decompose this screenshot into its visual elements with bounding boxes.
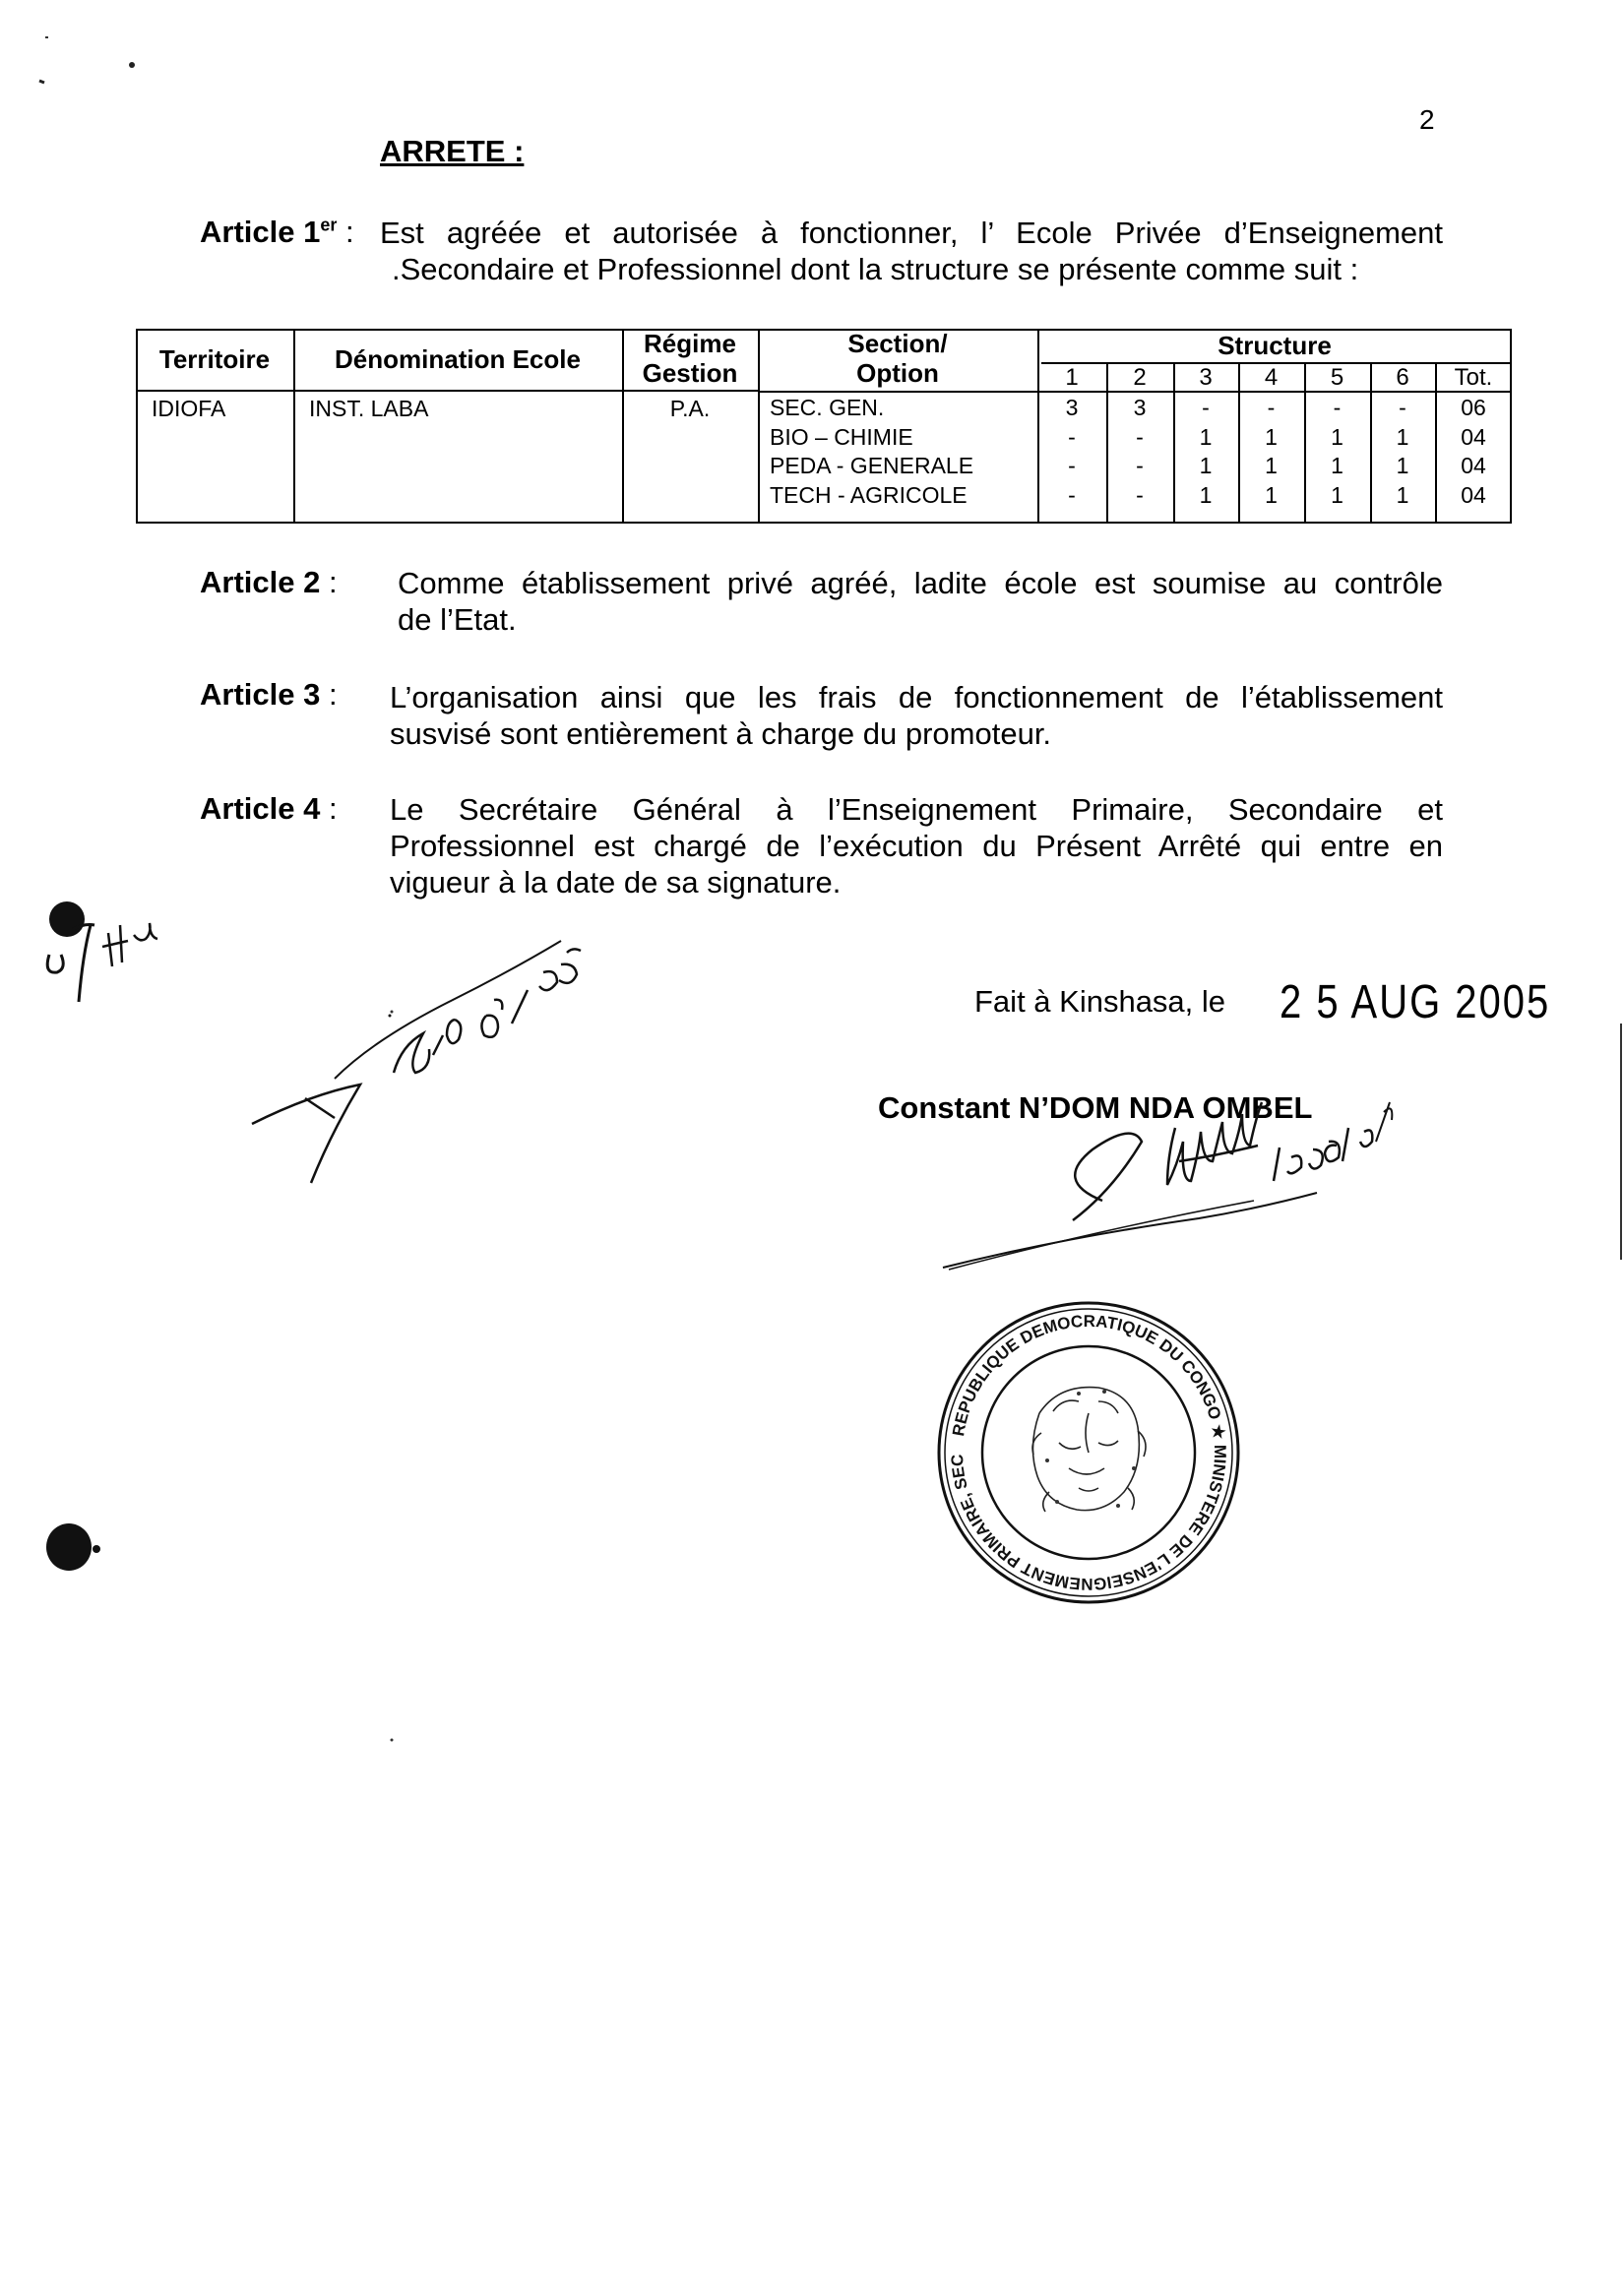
handwritten-date-left	[246, 925, 659, 1181]
seal-ring-text: REPUBLIQUE DEMOCRATIQUE DU CONGO ★ MINISTERE DE L'ENSEIGNEMENT PRIMAIRE, SECONDAIRE ET PROFESSIONNEL ★	[923, 1280, 1230, 1594]
table-cell: 1	[1199, 453, 1213, 478]
scan-dot	[388, 1736, 398, 1746]
structure-col-total: Tot.	[1454, 364, 1493, 391]
scan-dot	[388, 1008, 398, 1018]
table-cell: -	[1333, 395, 1342, 420]
place-and-date-label: Fait à Kinshasa, le	[974, 984, 1226, 1019]
table-cell: 04	[1461, 423, 1486, 450]
table-cell: 1	[1265, 481, 1278, 508]
decree-heading: ARRETE :	[380, 134, 525, 168]
table-row-section: TECH - AGRICOLE	[770, 481, 968, 508]
structure-col-1: 1	[1065, 364, 1079, 391]
header-structure: Structure	[1218, 331, 1332, 360]
cell-territoire: IDIOFA	[152, 396, 226, 421]
table-cell: 1	[1396, 423, 1409, 450]
structure-col-2: 2	[1133, 364, 1147, 391]
svg-text:REPUBLIQUE DEMOCRATIQUE DU CON	[923, 1280, 1229, 1593]
table-cell: 04	[1461, 481, 1486, 508]
table-cell: 1	[1331, 481, 1343, 508]
structure-col-5: 5	[1330, 364, 1344, 391]
official-seal	[923, 1280, 1246, 1610]
structure-col-3: 3	[1199, 364, 1213, 391]
cell-denomination: INST. LABA	[309, 396, 429, 421]
scan-edge-line	[1619, 1024, 1624, 1260]
table-cell: -	[1267, 395, 1276, 420]
table-cell: 1	[1396, 453, 1409, 478]
table-cell: 1	[1265, 423, 1278, 450]
article-2-text: Comme établissement privé agréé, ladite école est soumise au contrôle de l’Etat.	[398, 566, 1443, 637]
table-row-section: PEDA - GENERALE	[770, 453, 974, 478]
table-row-section: SEC. GEN.	[770, 395, 885, 420]
article-2-label: Article 2 :	[200, 565, 338, 599]
article-1-text: Est agréée et autorisée à fonctionner, l’ Ecole Privée d’Enseignement .Secondaire et Professionnel dont la structure se présente comme suit :	[380, 216, 1443, 286]
table-cell: -	[1136, 481, 1144, 508]
table-cell: 06	[1461, 395, 1486, 420]
article-4-label: Article 4 :	[200, 791, 338, 826]
table-cell: 1	[1265, 453, 1278, 478]
article-4-text: Le Secrétaire Général à l’Enseignement Primaire, Secondaire et Professionnel est chargé de l’exécution du Présent Arrêté qui entre en vigueur à la date de sa signature.	[390, 792, 1443, 900]
cell-regime: P.A.	[669, 396, 711, 421]
structure-col-6: 6	[1396, 364, 1409, 391]
ink-blot-left	[39, 1516, 108, 1584]
table-cell: -	[1068, 481, 1076, 508]
handwritten-signature	[935, 1122, 1447, 1279]
table-cell: -	[1068, 423, 1076, 450]
article-3-text: L’organisation ainsi que les frais de fonctionnement de l’établissement susvisé sont entièrement à charge du promoteur.	[390, 680, 1443, 751]
table-cell: 1	[1331, 423, 1343, 450]
table-cell: 1	[1396, 481, 1409, 508]
handwritten-initials-left	[39, 896, 187, 1004]
header-territoire: Territoire	[158, 344, 271, 374]
table-cell: 3	[1133, 395, 1147, 420]
structure-col-4: 4	[1264, 364, 1279, 391]
table-cell: 1	[1331, 453, 1343, 478]
article-3-label: Article 3 :	[200, 677, 338, 712]
table-cell: -	[1399, 395, 1406, 420]
date-stamp: 2 5 AUG 2005	[1280, 976, 1551, 1028]
article-1-label: Article 1er :	[200, 215, 354, 249]
header-denomination: Dénomination Ecole	[335, 344, 581, 374]
header-regime: Régime Gestion	[642, 329, 738, 388]
table-row-section: BIO – CHIMIE	[770, 423, 913, 450]
page-number: 2	[1419, 104, 1435, 135]
header-section-option: Section/ Option	[847, 329, 948, 388]
table-cell: 04	[1461, 453, 1486, 478]
table-cell: 3	[1065, 395, 1079, 420]
table-cell: -	[1202, 395, 1210, 420]
signatory-name: Constant N’DOM NDA OMBEL	[878, 1090, 1313, 1125]
table-cell: -	[1136, 453, 1144, 478]
table-cell: -	[1136, 423, 1144, 450]
table-cell: -	[1068, 453, 1076, 478]
table-cell: 1	[1199, 481, 1213, 508]
table-cell: 1	[1199, 423, 1213, 450]
